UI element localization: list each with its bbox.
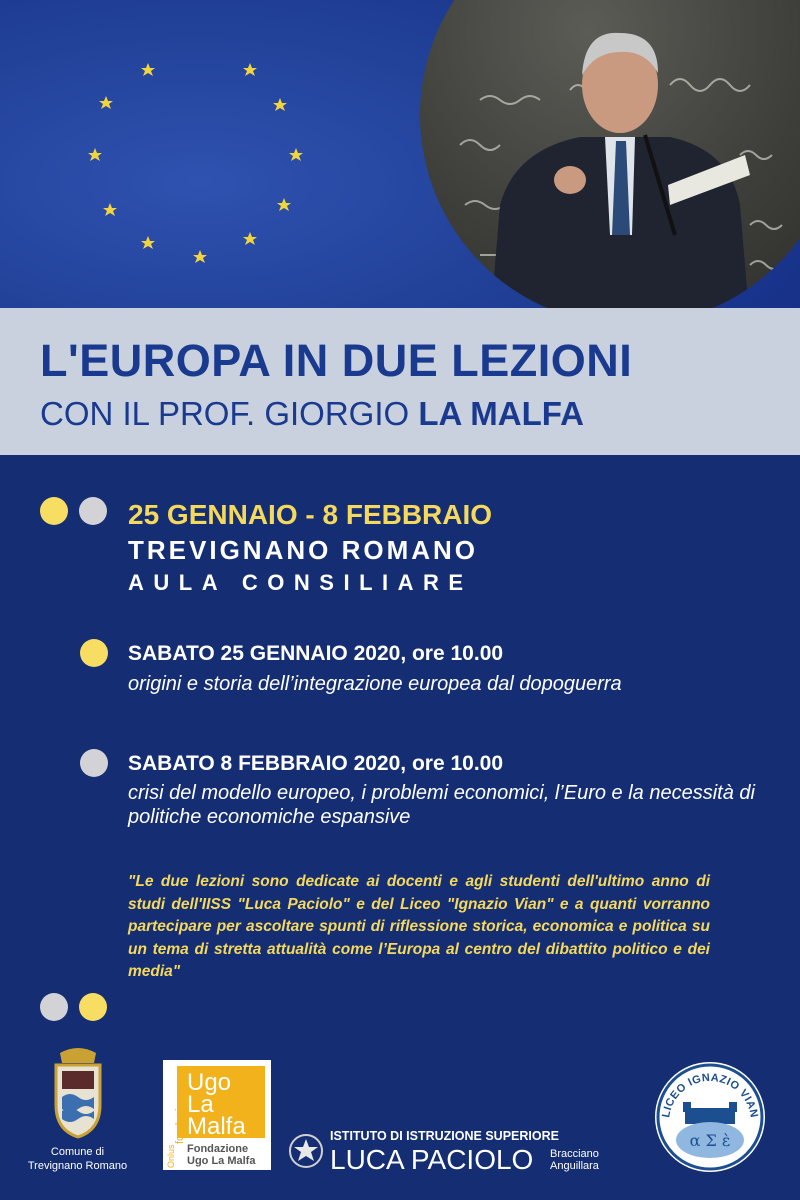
comune-label-line1: Comune di [50, 1146, 105, 1158]
liceo-vian-logo [655, 1062, 765, 1172]
event-place: TREVIGNANO ROMANO [128, 535, 478, 565]
quote-text: "Le due lezioni sono dedicate ai docenti e agli studenti dell'ultimo anno di studi dell'IISS "Luca Paciolo" e del Liceo "Ignazio Vian" e a quanti vorranno partecipare per ascoltare spunti di riflessione storica, economica e politica su un tema di stretta attualità come l’Europa al centro del dibattito politico e dei media" [128, 873, 710, 980]
lesson-bullet [80, 749, 108, 777]
star-icon [141, 236, 155, 249]
star-icon [273, 98, 287, 111]
decorative-dot [79, 497, 107, 525]
decorative-dot [40, 993, 68, 1021]
star-icon [243, 63, 257, 76]
speaker-name: LA MALFA [418, 395, 584, 432]
coat-of-arms-icon [48, 1045, 108, 1140]
paciolo-top: ISTITUTO DI ISTRUZIONE SUPERIORE [330, 1129, 559, 1143]
star-icon [88, 148, 102, 161]
lesson-2-description: crisi del modello europeo, i problemi economici, l’Euro e la necessità di politiche economiche espansive [128, 782, 755, 828]
vian-symbols: α Σ ὲ [689, 1131, 731, 1150]
fondazione-word-2: La [187, 1091, 214, 1118]
decorative-dot [40, 497, 68, 525]
star-icon [243, 232, 257, 245]
fondazione-onlus: Onlus [166, 1144, 176, 1168]
eu-stars [0, 0, 400, 320]
page-subtitle [40, 395, 584, 433]
subtitle-prefix: CON IL PROF. GIORGIO [40, 395, 410, 432]
vian-arc-text: LICEO IGNAZIO VIAN [660, 1071, 760, 1119]
page-title: L'EUROPA IN DUE LEZIONI [40, 335, 633, 386]
fondazione-vertical: fondazione [174, 1090, 186, 1144]
star-icon [99, 96, 113, 109]
paciolo-name: LUCA PACIOLO [330, 1144, 534, 1175]
lesson-1-title: SABATO 25 GENNAIO 2020, ore 10.00 [128, 642, 504, 665]
fondazione-small-1: Fondazione [187, 1143, 249, 1155]
event-dates: 25 GENNAIO - 8 FEBBRAIO [128, 499, 493, 530]
decorative-dot [79, 993, 107, 1021]
star-icon [141, 63, 155, 76]
star-icon [277, 198, 291, 211]
paciolo-city-1: Bracciano [550, 1148, 599, 1160]
paciolo-city-2: Anguillara [550, 1160, 599, 1172]
speaker-photo [420, 0, 800, 325]
fondazione-word-3: Malfa [187, 1113, 246, 1140]
comune-label-line2: Trevignano Romano [27, 1160, 128, 1172]
lesson-1-description: origini e storia dell’integrazione europea dal dopoguerra [128, 673, 622, 695]
emblem-icon [290, 1135, 322, 1167]
star-icon [289, 148, 303, 161]
comune-logo [10, 1045, 145, 1173]
event-room: AULA CONSILIARE [128, 570, 473, 595]
lesson-bullet [80, 639, 108, 667]
star-icon [193, 250, 207, 263]
fondazione-small-2: Ugo La Malfa [187, 1155, 256, 1167]
fondazione-word-1: Ugo [187, 1069, 232, 1096]
star-icon [103, 203, 117, 216]
paciolo-logo [288, 1125, 648, 1175]
fondazione-logo [163, 1060, 271, 1170]
lesson-2-title: SABATO 8 FEBBRAIO 2020, ore 10.00 [128, 752, 504, 775]
